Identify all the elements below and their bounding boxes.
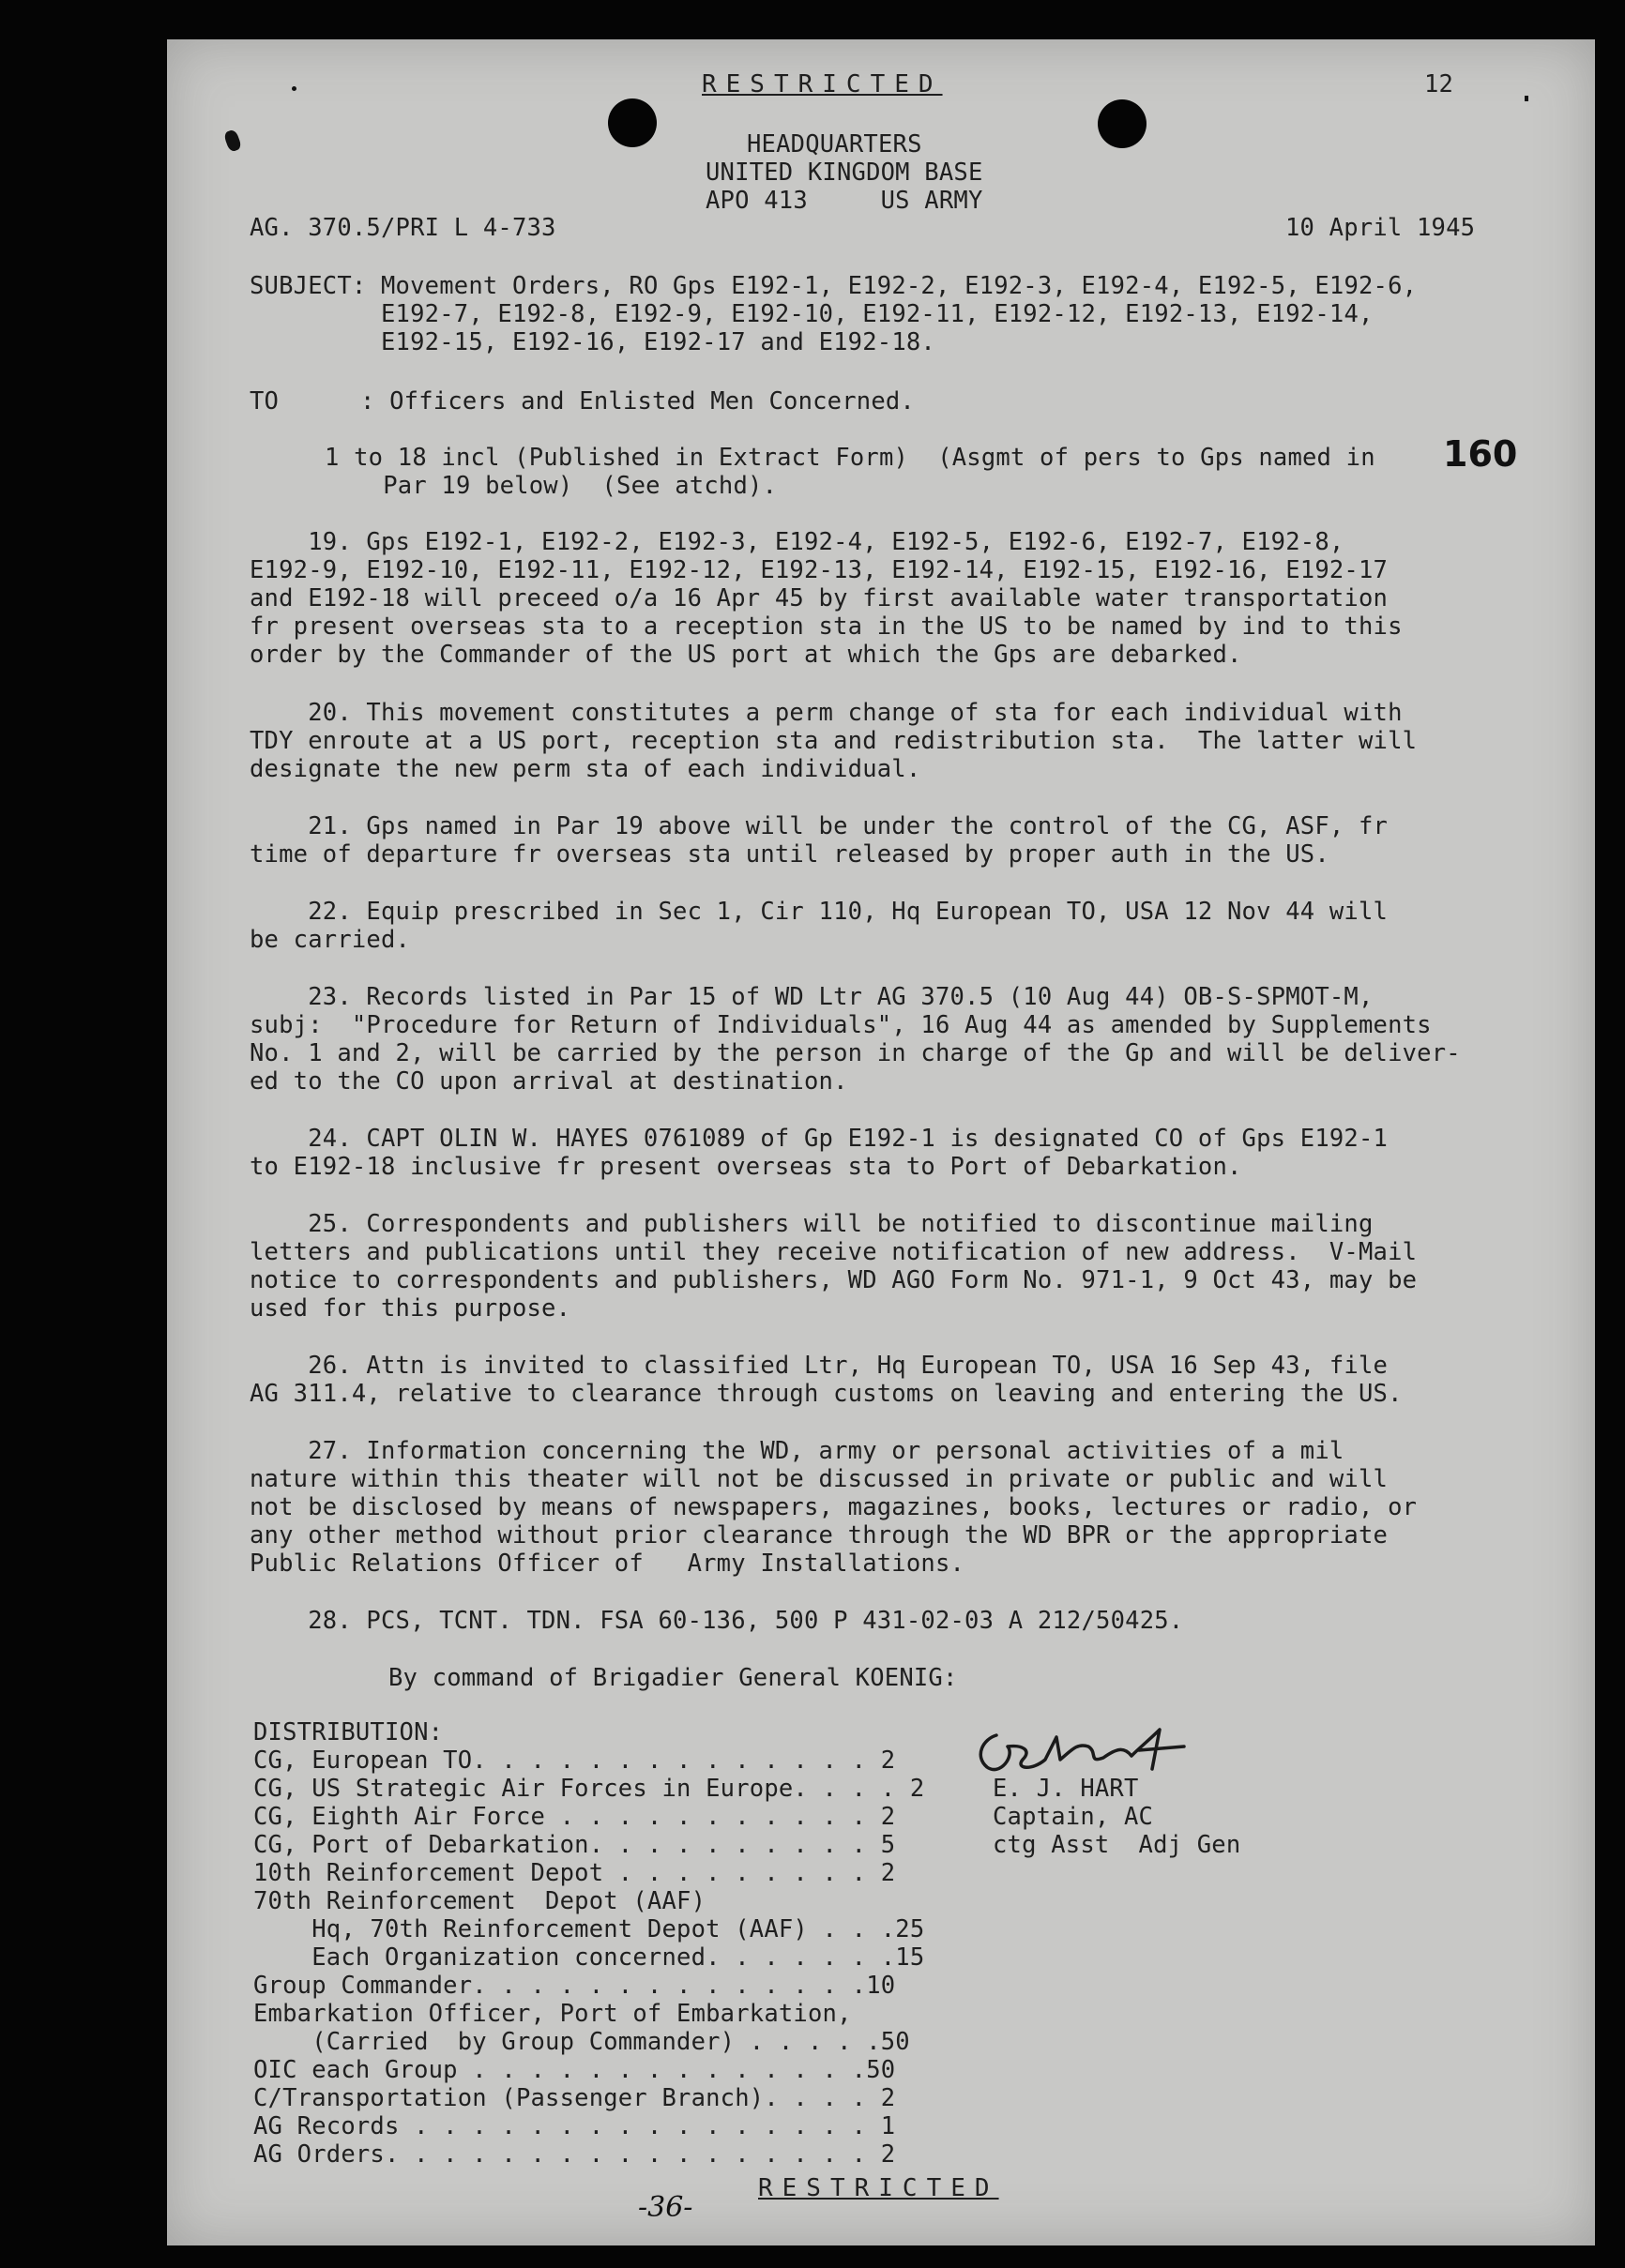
ink-dot: [1525, 96, 1528, 101]
paragraph-line: any other method without prior clearance through the WD BPR or the appropriate: [250, 1521, 1389, 1550]
file-reference: AG. 370.5/PRI L 4-733: [250, 214, 556, 242]
page-mark: 12: [1424, 70, 1454, 98]
signer-title: ctg Asst Adj Gen: [993, 1831, 1241, 1859]
paragraph-line: notice to correspondents and publishers, WD AGO Form No. 971-1, 9 Oct 43, may be: [250, 1266, 1418, 1294]
paragraph-line: 20. This movement constitutes a perm change of sta for each individual with: [250, 699, 1403, 727]
distribution-line: AG Orders. . . . . . . . . . . . . . . . . 2: [253, 2140, 896, 2169]
distribution-line: CG, European TO. . . . . . . . . . . . . . 2: [253, 1746, 896, 1775]
punch-hole: [608, 98, 657, 147]
paragraph-line: subj: "Procedure for Return of Individuals", 16 Aug 44 as amended by Supplements: [250, 1011, 1432, 1039]
paragraph-line: 27. Information concerning the WD, army or personal activities of a mil: [250, 1437, 1344, 1465]
distribution-line: AG Records . . . . . . . . . . . . . . . . 1: [253, 2112, 896, 2140]
paragraph-line: to E192-18 inclusive fr present overseas sta to Port of Debarkation.: [250, 1153, 1242, 1181]
distribution-line: OIC each Group . . . . . . . . . . . . . .50: [253, 2056, 896, 2084]
subject-label: SUBJECT:: [250, 272, 367, 300]
distribution-line: Embarkation Officer, Port of Embarkation,: [253, 2000, 852, 2028]
paragraph-line: 22. Equip prescribed in Sec 1, Cir 110, Hq European TO, USA 12 Nov 44 will: [250, 898, 1389, 926]
distribution-line: Group Commander. . . . . . . . . . . . . .10: [253, 1972, 896, 2000]
org-line-3: APO 413 US ARMY: [706, 187, 983, 215]
subject-line: E192-15, E192-16, E192-17 and E192-18.: [381, 328, 935, 356]
page-number: -36-: [638, 2191, 693, 2224]
margin-number: 160: [1443, 433, 1518, 475]
classification-top: RESTRICTED: [702, 70, 943, 98]
distribution-line: Hq, 70th Reinforcement Depot (AAF) . . .25: [253, 1915, 925, 1943]
paragraph-line: time of departure fr overseas sta until released by proper auth in the US.: [250, 840, 1329, 869]
command-line: By command of Brigadier General KOENIG:: [388, 1664, 958, 1692]
to-label: TO: [250, 387, 280, 416]
paragraph-line: 28. PCS, TCNT. TDN. FSA 60-136, 500 P 431-02-03 A 212/50425.: [250, 1607, 1184, 1635]
paragraph-line: not be disclosed by means of newspapers, magazines, books, lectures or radio, or: [250, 1493, 1418, 1521]
ink-blot: [223, 129, 243, 152]
paragraph-line: 25. Correspondents and publishers will be notified to discontinue mailing: [250, 1210, 1374, 1238]
paragraph-line: nature within this theater will not be discussed in private or public and will: [250, 1465, 1389, 1493]
paragraph-line: Par 19 below) (See atchd).: [325, 472, 778, 500]
paragraph-line: designate the new perm sta of each individual.: [250, 755, 921, 783]
paragraph-line: TDY enroute at a US port, reception sta and redistribution sta. The latter will: [250, 727, 1418, 755]
paragraph-line: No. 1 and 2, will be carried by the person in charge of the Gp and will be deliver-: [250, 1039, 1461, 1067]
classification-bottom: RESTRICTED: [758, 2174, 999, 2202]
document-date: 10 April 1945: [1285, 214, 1476, 242]
paragraph-line: E192-9, E192-10, E192-11, E192-12, E192-13, E192-14, E192-15, E192-16, E192-17: [250, 556, 1389, 584]
paragraph-line: 19. Gps E192-1, E192-2, E192-3, E192-4, E192-5, E192-6, E192-7, E192-8,: [250, 528, 1344, 556]
distribution-line: CG, US Strategic Air Forces in Europe. . . . 2: [253, 1775, 925, 1803]
paragraph-line: 24. CAPT OLIN W. HAYES 0761089 of Gp E192-1 is designated CO of Gps E192-1: [250, 1125, 1389, 1153]
paragraph-line: order by the Commander of the US port at which the Gps are debarked.: [250, 641, 1242, 669]
subject-line: Movement Orders, RO Gps E192-1, E192-2, E192-3, E192-4, E192-5, E192-6,: [381, 272, 1418, 300]
paragraph-line: Public Relations Officer of Army Installations.: [250, 1550, 965, 1578]
org-line-1: HEADQUARTERS: [747, 130, 922, 159]
distribution-line: CG, Port of Debarkation. . . . . . . . . . 5: [253, 1831, 896, 1859]
paragraph-line: 21. Gps named in Par 19 above will be under the control of the CG, ASF, fr: [250, 812, 1389, 840]
paragraph-line: 23. Records listed in Par 15 of WD Ltr AG 370.5 (10 Aug 44) OB-S-SPMOT-M,: [250, 983, 1374, 1011]
paragraph-line: letters and publications until they receive notification of new address. V-Mail: [250, 1238, 1418, 1266]
distribution-line: CG, Eighth Air Force . . . . . . . . . . . 2: [253, 1803, 896, 1831]
ink-dot: [292, 86, 296, 91]
to-text: : Officers and Enlisted Men Concerned.: [360, 387, 915, 416]
paragraph-line: AG 311.4, relative to clearance through customs on leaving and entering the US.: [250, 1380, 1403, 1408]
distribution-line: 70th Reinforcement Depot (AAF): [253, 1887, 706, 1915]
distribution-line: C/Transportation (Passenger Branch). . . . 2: [253, 2084, 896, 2112]
punch-hole: [1098, 99, 1147, 148]
subject-line: E192-7, E192-8, E192-9, E192-10, E192-11, E192-12, E192-13, E192-14,: [381, 300, 1374, 328]
signer-name: E. J. HART: [993, 1775, 1139, 1803]
paragraph-line: ed to the CO upon arrival at destination.: [250, 1067, 848, 1096]
distribution-line: Each Organization concerned. . . . . . .15: [253, 1943, 925, 1972]
distribution-heading: DISTRIBUTION:: [253, 1718, 444, 1746]
paragraph-line: and E192-18 will preceed o/a 16 Apr 45 by first available water transportation: [250, 584, 1389, 612]
paragraph-line: used for this purpose.: [250, 1294, 571, 1323]
paragraph-line: be carried.: [250, 926, 411, 954]
distribution-line: (Carried by Group Commander) . . . . .50: [253, 2028, 910, 2056]
org-line-2: UNITED KINGDOM BASE: [706, 159, 983, 187]
paragraph-line: fr present overseas sta to a reception sta in the US to be named by ind to this: [250, 612, 1403, 641]
signer-rank: Captain, AC: [993, 1803, 1154, 1831]
paragraph-line: 26. Attn is invited to classified Ltr, Hq European TO, USA 16 Sep 43, file: [250, 1352, 1389, 1380]
paragraph-line: 1 to 18 incl (Published in Extract Form) (Asgmt of pers to Gps named in: [325, 444, 1375, 472]
distribution-line: 10th Reinforcement Depot . . . . . . . . . 2: [253, 1859, 896, 1887]
